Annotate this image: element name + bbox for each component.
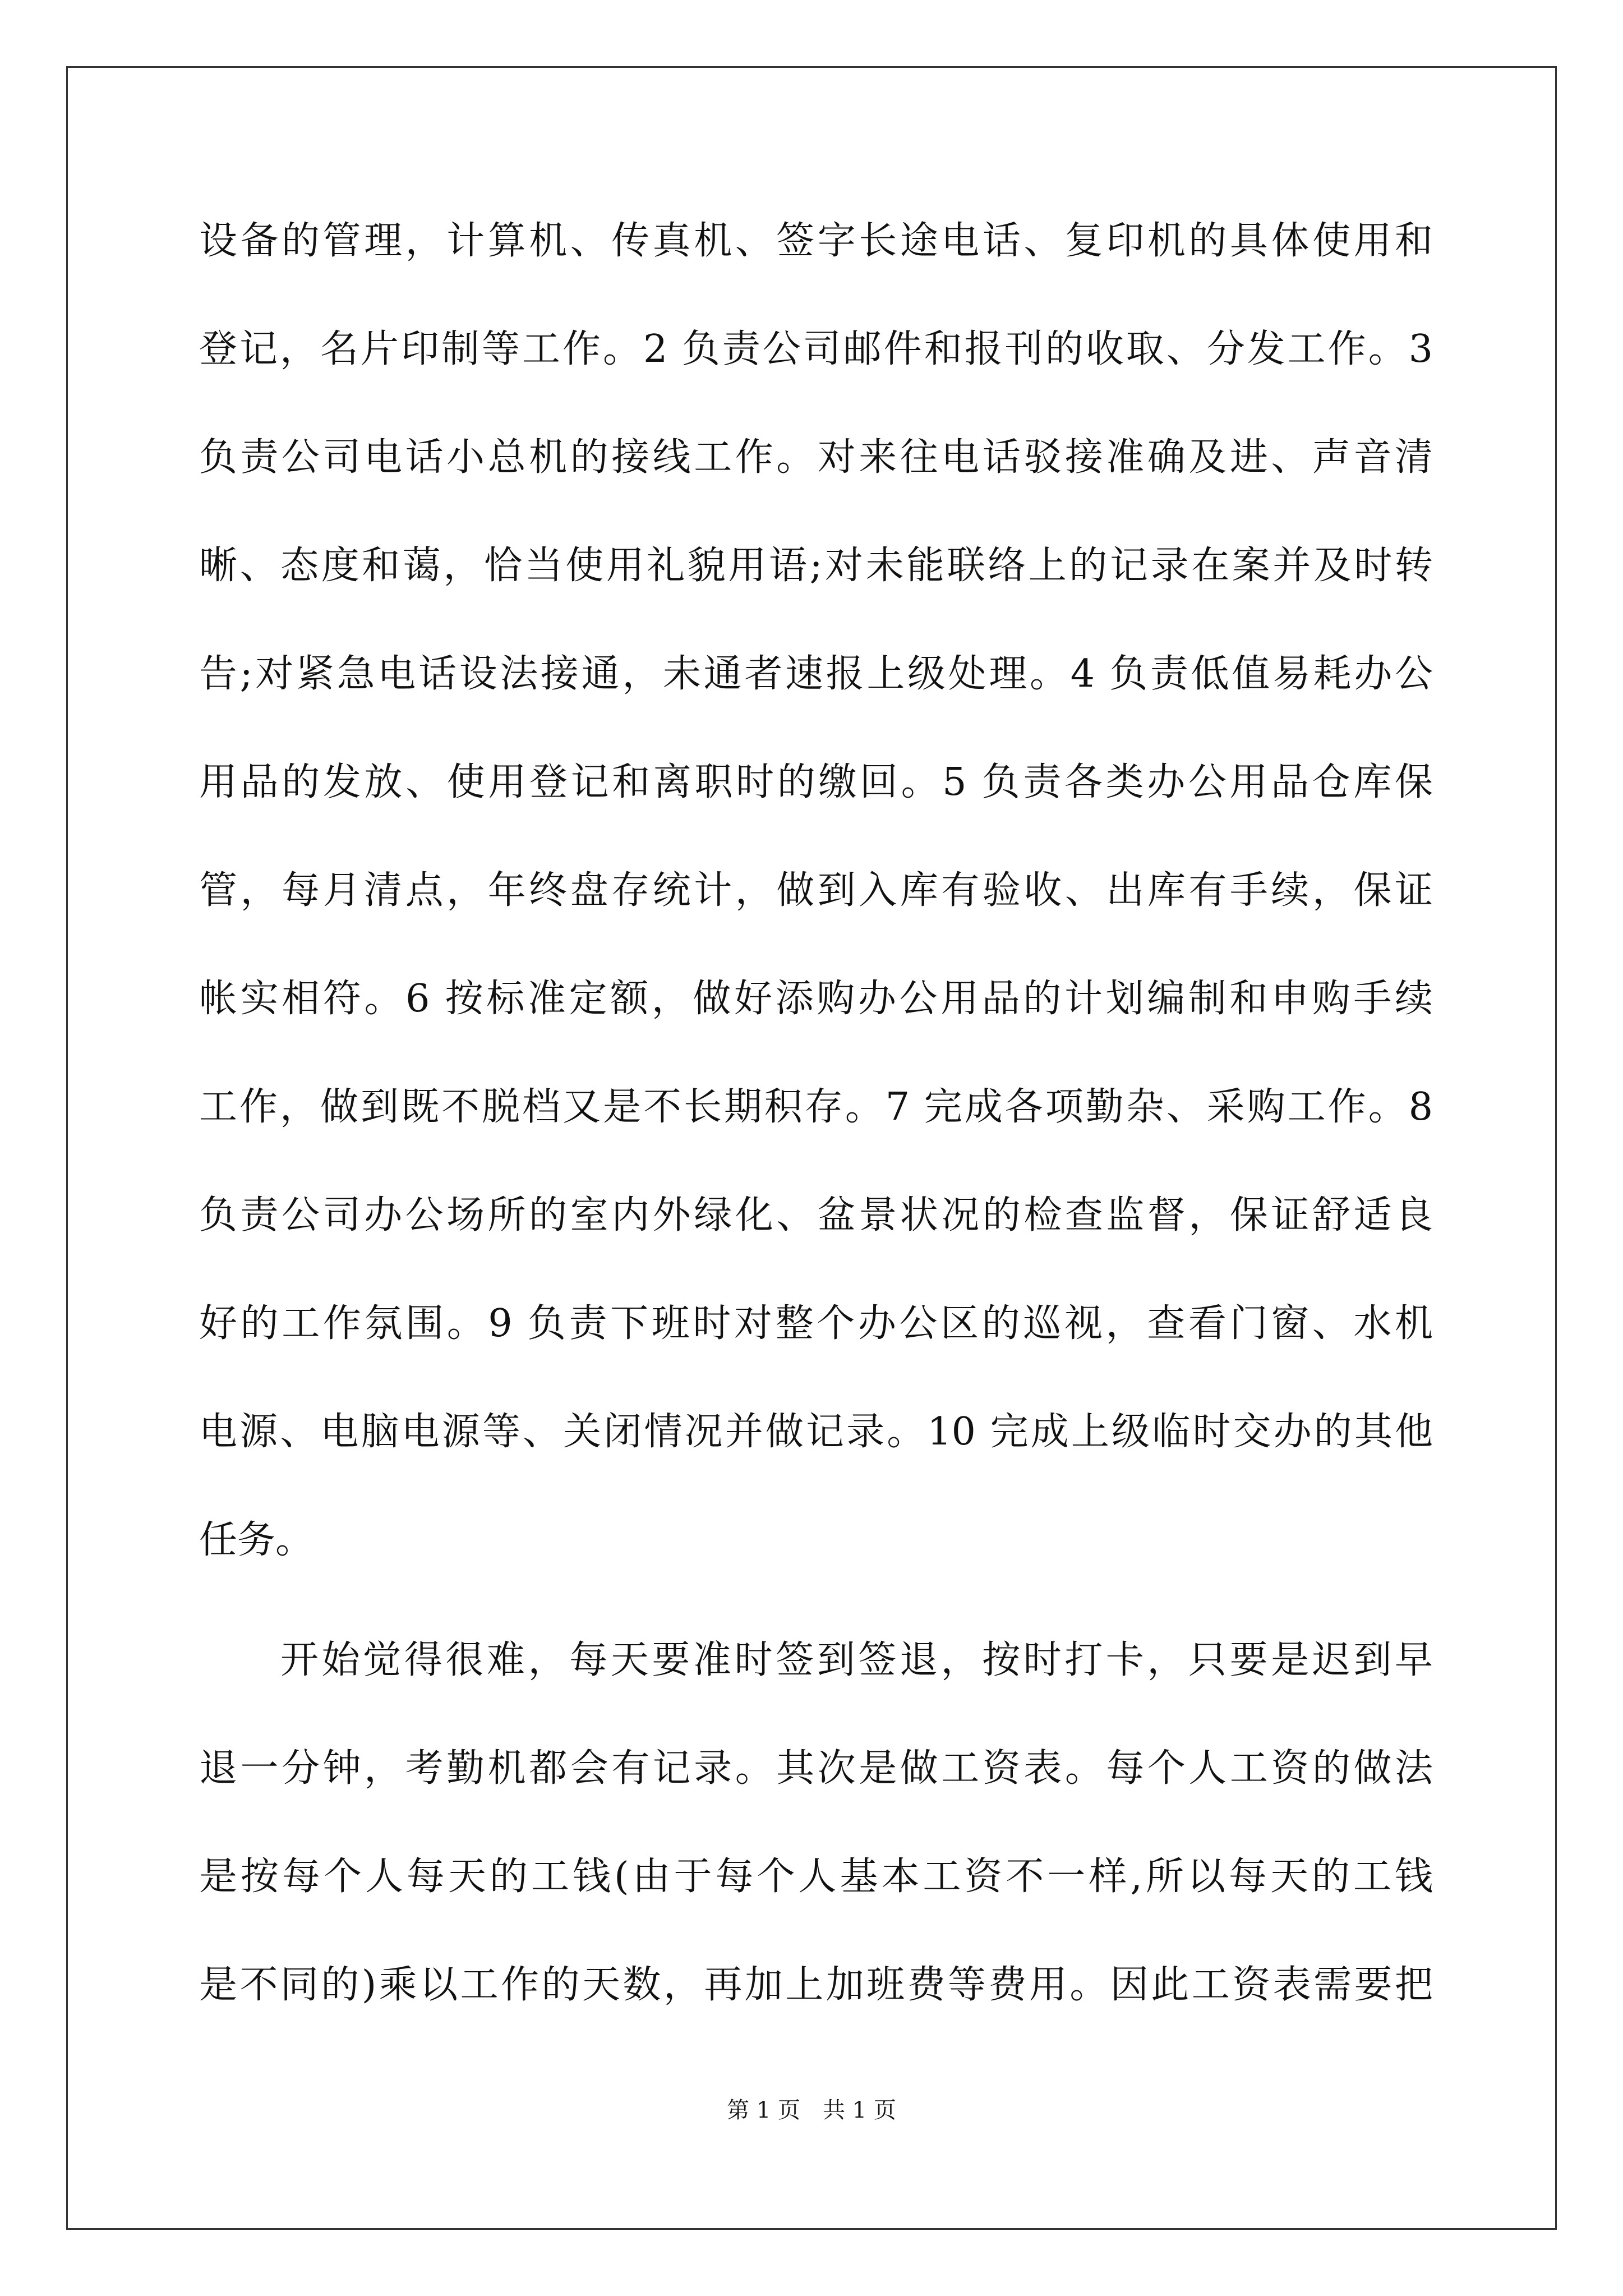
- text-line: 电源、电脑电源等、关闭情况并做记录。10 完成上级临时交办的其他: [199, 1410, 1433, 1454]
- text-line: 登记，名片印制等工作。2 负责公司邮件和报刊的收取、分发工作。3: [199, 327, 1433, 371]
- text-line: 是不同的)乘以工作的天数，再加上加班费等费用。因此工资表需要把: [199, 1963, 1433, 2007]
- text-line: 帐实相符。6 按标准定额，做好添购办公用品的计划编制和申购手续: [199, 977, 1433, 1021]
- text-line: 好的工作氛围。9 负责下班时对整个办公区的巡视，查看门窗、水机: [199, 1301, 1433, 1346]
- text-line: 晰、态度和蔼，恰当使用礼貌用语;对未能联络上的记录在案并及时转: [199, 544, 1433, 588]
- text-line: 用品的发放、使用登记和离职时的缴回。5 负责各类办公用品仓库保: [199, 760, 1433, 804]
- text-line: 退一分钟，考勤机都会有记录。其次是做工资表。每个人工资的做法: [199, 1746, 1433, 1791]
- text-line: 管，每月清点，年终盘存统计，做到入库有验收、出库有手续，保证: [199, 868, 1433, 913]
- text-line: 是按每个人每天的工钱(由于每个人基本工资不一样,所以每天的工钱: [199, 1855, 1433, 1899]
- text-line: 负责公司电话小总机的接线工作。对来往电话驳接准确及进、声音清: [199, 435, 1433, 480]
- text-line: 告;对紧急电话设法接通，未通者速报上级处理。4 负责低值易耗办公: [199, 652, 1433, 696]
- page-number-footer: 第 1 页 共 1 页: [727, 2097, 896, 2123]
- text-line: 开始觉得很难，每天要准时签到签退，按时打卡，只要是迟到早: [280, 1638, 1433, 1682]
- text-line: 任务。: [199, 1518, 314, 1562]
- text-line: 工作，做到既不脱档又是不长期积存。7 完成各项勤杂、采购工作。8: [199, 1085, 1433, 1129]
- text-line: 负责公司办公场所的室内外绿化、盆景状况的检查监督，保证舒适良: [199, 1193, 1433, 1237]
- text-line: 设备的管理，计算机、传真机、签字长途电话、复印机的具体使用和: [199, 219, 1433, 263]
